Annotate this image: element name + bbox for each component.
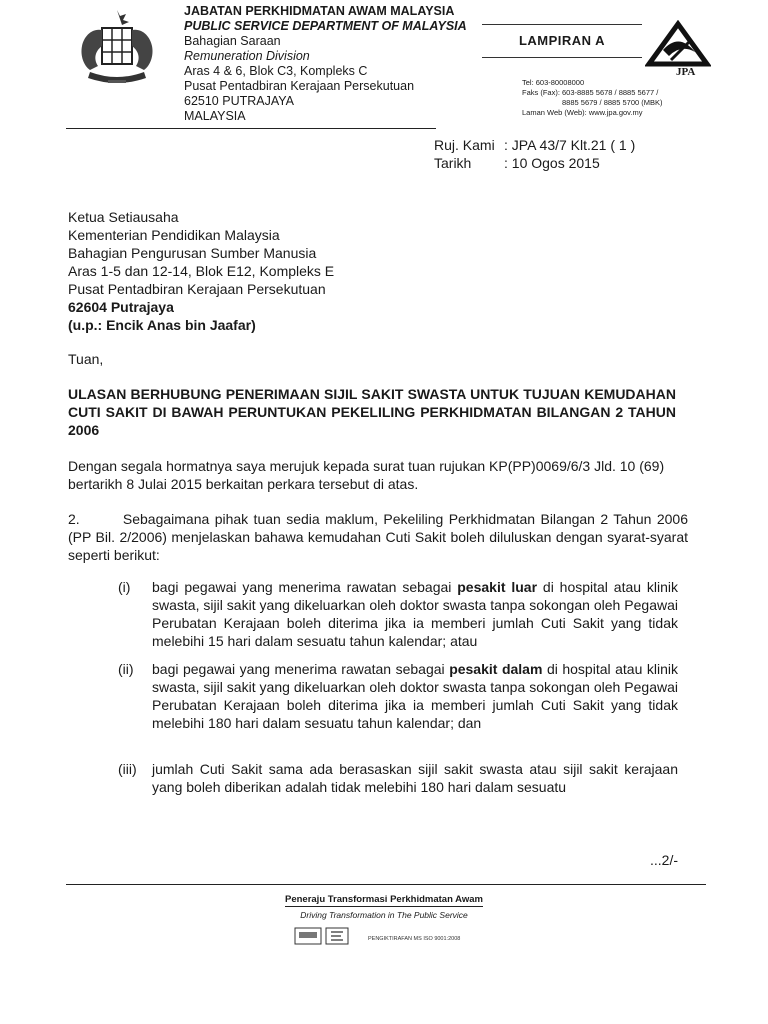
item-number: (i)	[118, 579, 131, 595]
recipient-line: Ketua Setiausaha	[68, 209, 179, 225]
contact-info	[522, 78, 722, 118]
footer-motto-en: Driving Transformation in The Public Service	[300, 910, 468, 920]
footer-divider	[66, 884, 706, 885]
contact-fax: Faks (Fax): 603-8885 5678 / 8885 5677 /	[522, 88, 659, 97]
page-continuation: ...2/-	[650, 852, 679, 868]
item-text: jumlah Cuti Sakit sama ada berasaskan sijil sakit swasta atau sijil sakit kerajaan yang boleh diberikan adalah tidak melebihi 180 hari dalam sesuatu	[152, 761, 678, 795]
org-address-line: 62510 PUTRAJAYA	[184, 94, 295, 108]
org-header	[184, 4, 484, 124]
recipient-line: Pusat Pentadbiran Kerajaan Persekutuan	[68, 281, 326, 297]
reference-value: : JPA 43/7 Klt.21 ( 1 )	[504, 137, 636, 153]
item-text-post: di hospital atau klinik swasta, sijil sakit yang dikeluarkan oleh doktor swasta tanpa sokongan oleh Pegawai Perubatan Kerajaan boleh diterima jika ia memberi jumlah Cuti Sakit yang tidak melebihi 180 hari dalam sesuatu tahun kalendar; dan	[152, 661, 679, 731]
item-text	[152, 578, 678, 650]
recipient-line: Aras 1-5 dan 12-14, Blok E12, Kompleks E	[68, 263, 335, 279]
org-name: JABATAN PERKHIDMATAN AWAM MALAYSIA	[184, 4, 455, 18]
recipient-postcode: 62604 Putrajaya	[68, 299, 174, 315]
letter-subject: ULASAN BERHUBUNG PENERIMAAN SIJIL SAKIT SWASTA UNTUK TUJUAN KEMUDAHAN CUTI SAKIT DI BAWAH PERUNTUKAN PEKELILING PERKHIDMATAN BILANGAN 2 TAHUN 2006	[68, 386, 676, 438]
item-text	[152, 660, 678, 732]
paragraph-2	[68, 510, 688, 564]
certification-text: PENGIKTIRAFAN MS ISO 9001:2008	[368, 936, 461, 942]
paragraph-1: Dengan segala hormatnya saya merujuk kepada surat tuan rujukan KP(PP)0069/6/3 Jld. 10 (69) bertarikh 8 Julai 2015 berkaitan perkara tersebut di atas.	[68, 458, 665, 492]
reference-label: Ruj. Kami	[434, 137, 495, 153]
iso-certification-logo	[294, 926, 356, 946]
item-text-pre: bagi pegawai yang menerima rawatan sebagai	[152, 661, 450, 677]
item-text-post: di hospital atau klinik swasta, sijil sakit yang dikeluarkan oleh doktor swasta tanpa sokongan oleh Pegawai Perubatan Kerajaan boleh diterima jika ia memberi jumlah Cuti Sakit yang tidak melebihi 15 hari dalam sesuatu tahun kalendar; atau	[152, 579, 679, 649]
recipient-attention: (u.p.: Encik Anas bin Jaafar)	[68, 317, 256, 333]
item-number: (iii)	[118, 761, 137, 777]
org-address-line: Aras 4 & 6, Blok C3, Kompleks C	[184, 64, 368, 78]
recipient-line: Bahagian Pengurusan Sumber Manusia	[68, 245, 317, 261]
paragraph-2-text: Sebagaimana pihak tuan sedia maklum, Pekeliling Perkhidmatan Bilangan 2 Tahun 2006 (PP Bil. 2/2006) menjelaskan bahawa kemudahan Cuti Sakit boleh diluluskan dengan syarat-syarat seperti berikut:	[68, 511, 688, 563]
item-number: (ii)	[118, 661, 134, 677]
footer-motto-text: Peneraju Transformasi Perkhidmatan Awam	[285, 894, 483, 905]
jpa-logo-text: JPA	[676, 66, 696, 78]
recipient-line: Kementerian Pendidikan Malaysia	[68, 227, 280, 243]
contact-web: Laman Web (Web): www.jpa.gov.my	[522, 108, 643, 117]
contact-fax-cont: 8885 5679 / 8885 5700 (MBK)	[562, 98, 663, 107]
division-name: Bahagian Saraan	[184, 34, 281, 48]
date-value: : 10 Ogos 2015	[504, 155, 600, 171]
date-label: Tarikh	[434, 155, 472, 171]
paragraph-number: 2.	[68, 511, 80, 527]
org-address-line: Pusat Pentadbiran Kerajaan Persekutuan	[184, 79, 415, 93]
footer-motto	[0, 894, 768, 905]
lampiran-label: LAMPIRAN A	[518, 33, 606, 48]
org-address-line: MALAYSIA	[184, 109, 246, 123]
item-text-bold: pesakit dalam	[449, 661, 543, 677]
item-text-pre: bagi pegawai yang menerima rawatan sebagai	[152, 579, 458, 595]
contact-tel: Tel: 603-80008000	[522, 78, 585, 87]
org-name-en: PUBLIC SERVICE DEPARTMENT OF MALAYSIA	[184, 19, 467, 33]
recipient-address	[68, 208, 334, 334]
item-text-bold: pesakit luar	[457, 579, 538, 595]
header-divider	[66, 128, 436, 129]
coat-of-arms-logo	[68, 6, 166, 94]
reference-block	[434, 136, 635, 172]
division-name-en: Remuneration Division	[184, 49, 310, 63]
lampiran-box	[482, 24, 642, 58]
salutation: Tuan,	[68, 351, 104, 367]
